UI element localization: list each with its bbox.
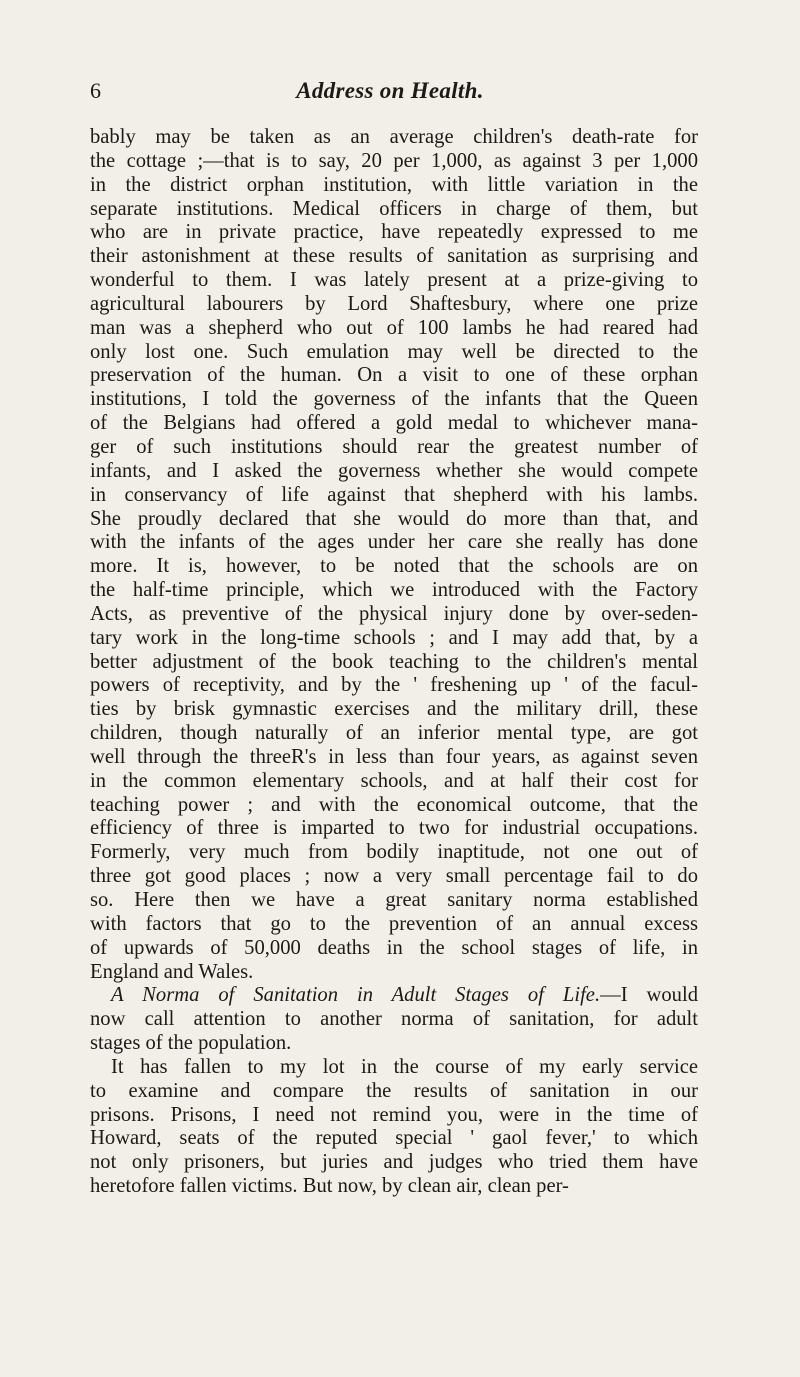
paragraph-1 <box>90 126 698 984</box>
section-line: —I would <box>600 984 698 1007</box>
text-line: teaching power ; and with the economical outcome, that the <box>90 793 698 816</box>
text-line: wonderful to them. I was lately present at a prize-giving to <box>90 269 698 292</box>
text-line: the cottage ;—that is to say, 20 per 1,000, as against 3 per 1,000 <box>90 149 698 172</box>
text-line: heretofore fallen victims. But now, by clean air, clean per- <box>90 1175 569 1198</box>
text-line: in the district orphan institution, with little variation in the <box>90 173 698 196</box>
text-line: man was a shepherd who out of 100 lambs he had reared had <box>90 316 698 339</box>
section-heading-line <box>90 984 698 1008</box>
text-line: well through the threeR's in less than four years, as against seven <box>90 745 698 768</box>
text-line: institutions, I told the governess of the infants that the Queen <box>90 388 698 411</box>
text-line: their astonishment at these results of sanitation as surprising and <box>90 245 698 268</box>
text-line: to examine and compare the results of sanitation in our <box>90 1079 698 1102</box>
text-line: only lost one. Such emulation may well be directed to the <box>90 340 698 363</box>
text-line: It has fallen to my lot in the course of my early service <box>111 1055 698 1078</box>
text-line: of upwards of 50,000 deaths in the school stages of life, in <box>90 936 698 959</box>
text-line: bably may be taken as an average children's death-rate for <box>90 126 698 148</box>
text-line: more. It is, however, to be noted that the schools are on <box>90 555 698 578</box>
page-header <box>90 78 690 108</box>
page-number: 6 <box>90 78 101 103</box>
text-line: separate institutions. Medical officers in charge of them, but <box>90 197 698 220</box>
text-line: Acts, as preventive of the physical injury done by over-seden- <box>90 602 698 625</box>
text-line: children, though naturally of an inferior mental type, are got <box>90 722 698 745</box>
text-line: She proudly declared that she would do more than that, and <box>90 507 698 530</box>
text-line: Formerly, very much from bodily inaptitude, not one out of <box>90 841 698 864</box>
text-line: three got good places ; now a very small percentage fail to do <box>90 865 698 888</box>
text-line: so. Here then we have a great sanitary norma established <box>90 889 698 911</box>
body-text <box>90 126 698 1199</box>
text-line: preservation of the human. On a visit to one of these orphan <box>90 364 698 387</box>
text-line: in the common elementary schools, and at half their cost for <box>90 769 698 792</box>
text-line: now call attention to another norma of sanitation, for adult <box>90 1008 698 1031</box>
text-line: with the infants of the ages under her care she really has done <box>90 531 698 554</box>
running-title: Address on Health. <box>296 78 484 103</box>
text-line: England and Wales. <box>90 960 254 983</box>
section-title: A Norma of Sanitation in Adult Stages of Life. <box>111 984 601 1007</box>
text-line: prisons. Prisons, I need not remind you, were in the time of <box>90 1103 698 1126</box>
text-line: ties by brisk gymnastic exercises and the military drill, these <box>90 698 698 721</box>
text-line: of the Belgians had offered a gold medal to whichever mana- <box>90 412 698 435</box>
text-line: the half-time principle, which we introduced with the Factory <box>90 579 698 602</box>
text-line: efficiency of three is imparted to two for industrial occupations. <box>90 817 698 840</box>
paragraph-3 <box>90 1056 698 1199</box>
text-line: powers of receptivity, and by the ' freshening up ' of the facul- <box>90 674 698 697</box>
text-line: tary work in the long-time schools ; and I may add that, by a <box>90 626 698 649</box>
text-line: infants, and I asked the governess whether she would compete <box>90 459 698 482</box>
text-line: Howard, seats of the reputed special ' gaol fever,' to which <box>90 1127 698 1150</box>
text-line: who are in private practice, have repeatedly expressed to me <box>90 221 698 244</box>
text-line: stages of the population. <box>90 1032 292 1055</box>
text-line: in conservancy of life against that shepherd with his lambs. <box>90 483 698 506</box>
text-line: better adjustment of the book teaching to the children's mental <box>90 650 698 673</box>
text-line: not only prisoners, but juries and judges who tried them have <box>90 1151 698 1174</box>
text-line: with factors that go to the prevention of an annual excess <box>90 912 698 935</box>
text-line: agricultural labourers by Lord Shaftesbury, where one prize <box>90 292 698 315</box>
text-line: ger of such institutions should rear the greatest number of <box>90 435 698 458</box>
